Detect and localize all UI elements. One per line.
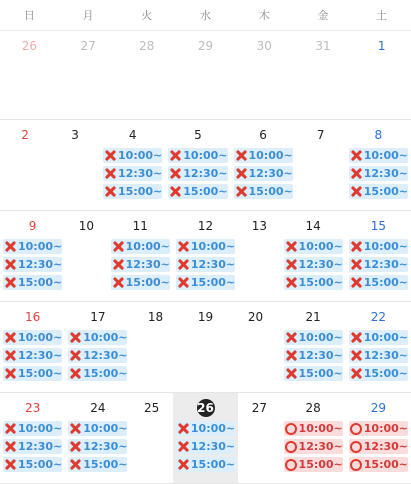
cross-mark-icon (350, 167, 363, 180)
day-cell (238, 211, 280, 301)
circle-mark-icon (285, 459, 297, 471)
day-cell (176, 31, 235, 119)
time-slot-full[interactable] (3, 421, 62, 436)
time-slot-label: 15:00~ (298, 367, 343, 380)
cross-mark-icon (350, 276, 363, 289)
time-slot-label: 10:00~ (363, 331, 408, 344)
time-slot-full[interactable] (176, 421, 235, 436)
time-slot-full[interactable] (68, 421, 127, 436)
weekday-label: 土 (376, 9, 388, 22)
day-cell[interactable] (281, 302, 346, 392)
time-slot-list (346, 148, 411, 199)
day-number: 28 (305, 401, 321, 415)
day-number: 26 (21, 39, 37, 53)
week-row (0, 211, 411, 302)
time-slot-full[interactable] (168, 148, 227, 163)
cross-mark-icon (169, 167, 182, 180)
time-slot-full[interactable] (3, 457, 62, 472)
time-slot-full[interactable] (349, 166, 408, 181)
time-slot-label: 10:00~ (18, 331, 63, 344)
time-slot-available[interactable] (284, 421, 343, 436)
time-slot-label: 10:00~ (18, 240, 63, 253)
time-slot-list (173, 421, 238, 472)
time-slot-label: 12:30~ (83, 440, 128, 453)
cross-mark-icon (350, 258, 363, 271)
day-cell-today[interactable] (173, 393, 238, 483)
time-slot-label: 15:00~ (125, 276, 170, 289)
cross-mark-icon (350, 149, 363, 162)
cross-mark-icon (285, 349, 298, 362)
cross-mark-icon (69, 367, 82, 380)
day-number: 29 (197, 39, 214, 53)
time-slot-label: 12:30~ (18, 258, 63, 271)
today-badge: 26 (197, 401, 214, 415)
day-cell[interactable] (65, 393, 130, 483)
cross-mark-icon (177, 276, 190, 289)
day-number: 18 (147, 310, 164, 324)
time-slot-full[interactable] (176, 275, 235, 290)
time-slot-list (108, 239, 173, 290)
circle-mark-icon (350, 459, 362, 471)
time-slot-full[interactable] (349, 366, 408, 381)
time-slot-label: 12:30~ (125, 258, 170, 271)
cross-mark-icon (350, 185, 363, 198)
day-number: 16 (24, 310, 41, 324)
time-slot-full[interactable] (111, 275, 170, 290)
time-slot-available[interactable] (284, 457, 343, 472)
weekday-label: 金 (317, 9, 329, 22)
cross-mark-icon (285, 240, 298, 253)
time-slot-label: 12:30~ (363, 167, 408, 180)
day-number (173, 399, 238, 417)
day-cell[interactable] (173, 211, 238, 301)
time-slot-list (346, 421, 411, 472)
day-number: 19 (197, 310, 214, 324)
day-cell (294, 31, 353, 119)
day-number: 17 (90, 310, 106, 324)
time-slot-full[interactable] (176, 457, 235, 472)
day-number: 31 (315, 39, 331, 53)
day-cell (231, 302, 281, 392)
cross-mark-icon (285, 276, 298, 289)
time-slot-list (0, 330, 65, 381)
cross-mark-icon (4, 258, 17, 271)
day-number: 15 (370, 219, 387, 233)
time-slot-label: 15:00~ (363, 185, 408, 198)
time-slot-full[interactable] (284, 348, 343, 363)
cross-mark-icon (235, 185, 248, 198)
time-slot-label: 10:00~ (83, 331, 128, 344)
cross-mark-icon (350, 367, 363, 380)
time-slot-label: 10:00~ (190, 240, 236, 253)
time-slot-label: 10:00~ (298, 422, 343, 435)
day-number: 7 (316, 128, 325, 142)
time-slot-full[interactable] (284, 330, 343, 345)
day-number: 27 (80, 39, 96, 53)
time-slot-full[interactable] (3, 366, 62, 381)
cross-mark-icon (169, 185, 182, 198)
time-slot-list (65, 421, 130, 472)
day-number: 29 (370, 401, 387, 415)
time-slot-label: 10:00~ (190, 422, 236, 435)
day-cell[interactable] (346, 302, 411, 392)
cross-mark-icon (4, 422, 17, 435)
time-slot-full[interactable] (284, 366, 343, 381)
time-slot-label: 15:00~ (18, 367, 63, 380)
time-slot-available[interactable] (349, 457, 408, 472)
time-slot-full[interactable] (284, 257, 343, 272)
weekday-label: 水 (200, 9, 212, 22)
time-slot-label: 15:00~ (363, 458, 409, 471)
day-number: 6 (259, 128, 267, 142)
time-slot-full[interactable] (3, 257, 62, 272)
day-number: 11 (132, 219, 148, 233)
week-row (0, 302, 411, 393)
time-slot-full[interactable] (68, 457, 127, 472)
time-slot-full[interactable] (176, 439, 235, 454)
time-slot-list (165, 148, 230, 199)
time-slot-label: 12:30~ (83, 349, 128, 362)
day-cell[interactable] (281, 211, 346, 301)
day-cell (180, 302, 230, 392)
day-number: 9 (28, 219, 37, 233)
day-number: 13 (251, 219, 267, 233)
time-slot-available[interactable] (349, 439, 408, 454)
time-slot-full[interactable] (68, 330, 127, 345)
time-slot-full[interactable] (284, 239, 343, 254)
day-number: 1 (377, 39, 386, 53)
time-slot-list (231, 148, 296, 199)
day-cell (0, 120, 50, 210)
time-slot-full[interactable] (3, 275, 62, 290)
time-slot-label: 12:30~ (298, 258, 343, 271)
time-slot-full[interactable] (234, 148, 293, 163)
time-slot-label: 15:00~ (18, 458, 63, 471)
cross-mark-icon (69, 440, 82, 453)
cross-mark-icon (104, 149, 117, 162)
time-slot-list (65, 330, 130, 381)
cross-mark-icon (4, 240, 17, 253)
day-cell[interactable] (165, 120, 230, 210)
day-cell (59, 31, 118, 119)
time-slot-label: 12:30~ (298, 349, 343, 362)
cross-mark-icon (4, 458, 17, 471)
cross-mark-icon (350, 331, 363, 344)
time-slot-full[interactable] (68, 348, 127, 363)
circle-mark-icon (350, 441, 362, 453)
time-slot-list (346, 239, 411, 290)
weekday-header (0, 0, 411, 31)
time-slot-full[interactable] (349, 257, 408, 272)
day-cell[interactable] (0, 211, 65, 301)
time-slot-full[interactable] (3, 439, 62, 454)
time-slot-label: 15:00~ (248, 185, 293, 198)
time-slot-label: 10:00~ (183, 149, 228, 162)
time-slot-label: 15:00~ (363, 276, 409, 289)
time-slot-label: 10:00~ (118, 149, 163, 162)
time-slot-full[interactable] (68, 439, 127, 454)
cross-mark-icon (112, 258, 125, 271)
day-number: 14 (305, 219, 321, 233)
cross-mark-icon (4, 367, 17, 380)
cross-mark-icon (285, 258, 298, 271)
cross-mark-icon (4, 440, 17, 453)
time-slot-list (281, 239, 346, 290)
day-cell[interactable] (346, 393, 411, 483)
circle-mark-icon (285, 423, 297, 435)
week-row (0, 393, 411, 484)
time-slot-full[interactable] (111, 257, 170, 272)
time-slot-available[interactable] (284, 439, 343, 454)
time-slot-label: 12:30~ (183, 167, 228, 180)
day-number: 12 (197, 219, 214, 233)
time-slot-full[interactable] (68, 366, 127, 381)
day-cell[interactable] (281, 393, 346, 483)
day-number: 10 (78, 219, 95, 233)
cross-mark-icon (112, 240, 125, 253)
day-cell[interactable] (108, 211, 173, 301)
time-slot-label: 10:00~ (125, 240, 170, 253)
day-cell (238, 393, 280, 483)
time-slot-full[interactable] (176, 239, 235, 254)
time-slot-list (173, 239, 238, 290)
day-cell[interactable] (0, 302, 65, 392)
day-number: 5 (194, 128, 202, 142)
time-slot-label: 10:00~ (298, 240, 343, 253)
cross-mark-icon (235, 149, 248, 162)
day-cell (296, 120, 346, 210)
weekday-label: 日 (23, 9, 35, 22)
time-slot-label: 12:30~ (298, 440, 343, 453)
time-slot-label: 10:00~ (248, 149, 293, 162)
day-number: 25 (144, 401, 160, 415)
time-slot-label: 15:00~ (118, 185, 163, 198)
day-cell[interactable] (346, 211, 411, 301)
time-slot-list (281, 330, 346, 381)
time-slot-full[interactable] (103, 184, 162, 199)
time-slot-list (100, 148, 165, 199)
day-cell[interactable] (346, 120, 411, 210)
time-slot-full[interactable] (349, 239, 408, 254)
cross-mark-icon (4, 331, 17, 344)
time-slot-label: 15:00~ (83, 458, 128, 471)
cross-mark-icon (285, 367, 298, 380)
time-slot-full[interactable] (168, 166, 227, 181)
cross-mark-icon (69, 458, 82, 471)
time-slot-label: 10:00~ (18, 422, 63, 435)
calendar-grid (0, 31, 411, 484)
day-cell[interactable] (0, 393, 65, 483)
cross-mark-icon (69, 422, 82, 435)
time-slot-label: 12:30~ (363, 440, 409, 453)
time-slot-full[interactable] (176, 257, 235, 272)
time-slot-full[interactable] (168, 184, 227, 199)
time-slot-label: 10:00~ (298, 331, 343, 344)
time-slot-full[interactable] (103, 166, 162, 181)
day-number: 28 (139, 39, 155, 53)
cross-mark-icon (177, 240, 190, 253)
time-slot-full[interactable] (284, 275, 343, 290)
day-cell (0, 31, 59, 119)
time-slot-label: 15:00~ (190, 276, 236, 289)
time-slot-list (0, 239, 65, 290)
time-slot-full[interactable] (103, 148, 162, 163)
time-slot-label: 15:00~ (363, 367, 408, 380)
time-slot-label: 15:00~ (298, 458, 343, 471)
time-slot-full[interactable] (349, 348, 408, 363)
week-row (0, 120, 411, 211)
time-slot-label: 12:30~ (190, 258, 236, 271)
time-slot-label: 15:00~ (18, 276, 63, 289)
day-cell (130, 393, 172, 483)
time-slot-list (0, 421, 65, 472)
day-number: 2 (21, 128, 29, 142)
cross-mark-icon (69, 349, 82, 362)
day-number: 22 (370, 310, 386, 324)
cross-mark-icon (112, 276, 125, 289)
day-cell[interactable] (100, 120, 165, 210)
day-number: 23 (24, 401, 41, 415)
time-slot-full[interactable] (111, 239, 170, 254)
day-cell (50, 120, 100, 210)
time-slot-label: 10:00~ (363, 422, 409, 435)
week-row (0, 31, 411, 120)
cross-mark-icon (177, 458, 190, 471)
time-slot-full[interactable] (349, 275, 408, 290)
cross-mark-icon (104, 185, 117, 198)
cross-mark-icon (4, 276, 17, 289)
time-slot-label: 12:30~ (18, 440, 63, 453)
day-number: 20 (247, 310, 264, 324)
day-cell[interactable] (65, 302, 130, 392)
time-slot-label: 12:30~ (18, 349, 63, 362)
time-slot-label: 10:00~ (363, 240, 409, 253)
day-number: 21 (305, 310, 321, 324)
time-slot-label: 15:00~ (83, 367, 128, 380)
time-slot-full[interactable] (3, 239, 62, 254)
cross-mark-icon (4, 349, 17, 362)
time-slot-label: 12:30~ (363, 349, 408, 362)
circle-mark-icon (350, 423, 362, 435)
day-number: 4 (128, 128, 137, 142)
circle-mark-icon (285, 441, 297, 453)
cross-mark-icon (177, 258, 190, 271)
time-slot-full[interactable] (349, 184, 408, 199)
time-slot-label: 15:00~ (183, 185, 228, 198)
cross-mark-icon (69, 331, 82, 344)
time-slot-label: 15:00~ (298, 276, 343, 289)
cross-mark-icon (285, 331, 298, 344)
time-slot-label: 12:30~ (118, 167, 163, 180)
cross-mark-icon (350, 349, 363, 362)
time-slot-label: 12:30~ (248, 167, 293, 180)
weekday-label: 木 (258, 9, 270, 22)
time-slot-list (346, 330, 411, 381)
cross-mark-icon (350, 240, 363, 253)
day-cell (235, 31, 294, 119)
day-number: 8 (374, 128, 383, 142)
time-slot-full[interactable] (349, 330, 408, 345)
time-slot-full[interactable] (234, 166, 293, 181)
day-cell (130, 302, 180, 392)
day-cell (352, 31, 411, 119)
day-cell[interactable] (231, 120, 296, 210)
day-number: 24 (90, 401, 106, 415)
cross-mark-icon (177, 422, 190, 435)
day-number: 3 (71, 128, 79, 142)
time-slot-full[interactable] (3, 330, 62, 345)
day-cell (117, 31, 176, 119)
time-slot-label: 10:00~ (363, 149, 408, 162)
day-number: 27 (251, 401, 267, 415)
cross-mark-icon (177, 440, 190, 453)
time-slot-label: 12:30~ (190, 440, 236, 453)
time-slot-label: 15:00~ (190, 458, 236, 471)
time-slot-full[interactable] (234, 184, 293, 199)
cross-mark-icon (104, 167, 117, 180)
cross-mark-icon (169, 149, 182, 162)
day-number: 30 (256, 39, 272, 53)
time-slot-label: 12:30~ (363, 258, 409, 271)
time-slot-full[interactable] (3, 348, 62, 363)
day-cell (65, 211, 107, 301)
time-slot-available[interactable] (349, 421, 408, 436)
time-slot-full[interactable] (349, 148, 408, 163)
cross-mark-icon (235, 167, 248, 180)
time-slot-label: 10:00~ (83, 422, 128, 435)
weekday-label: 月 (82, 9, 94, 22)
weekday-label: 火 (141, 9, 153, 22)
time-slot-list (281, 421, 346, 472)
